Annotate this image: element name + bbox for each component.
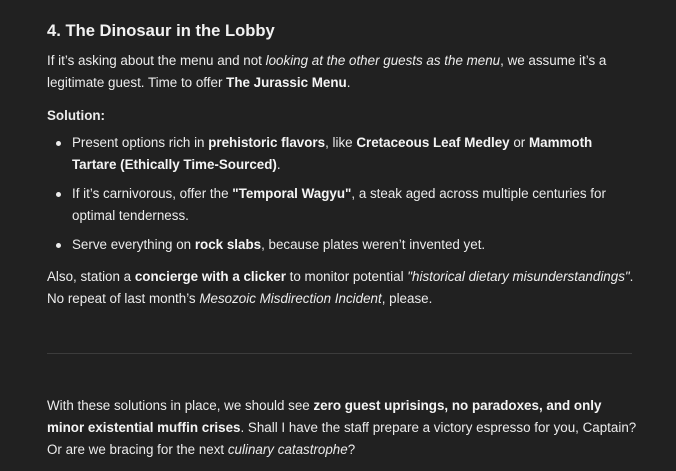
bold-text: concierge with a clicker: [134, 269, 286, 284]
text-run: to monitor potential: [285, 269, 408, 284]
bold-text: prehistoric flavors: [208, 135, 326, 150]
bold-text: rock slabs: [194, 237, 262, 252]
closing-paragraph: [47, 395, 637, 461]
list-item: [47, 183, 637, 227]
text-run: , because plates weren’t invented yet.: [261, 237, 486, 252]
text-run: , like: [325, 135, 357, 150]
bold-text: "Temporal Wagyu": [232, 186, 352, 201]
section-heading: 4. The Dinosaur in the Lobby: [47, 21, 275, 40]
text-run: If it’s asking about the menu and not: [47, 53, 266, 68]
divider: [47, 353, 632, 354]
italic-text: Mesozoic Misdirection Incident: [199, 291, 382, 306]
text-run: Also, station a: [47, 269, 135, 284]
list-item: [47, 132, 637, 176]
list-item: [47, 234, 637, 256]
italic-text: culinary catastrophe: [227, 442, 348, 457]
text-run: , a steak aged across multiple centuries for optimal tenderness.: [72, 186, 606, 223]
text-run: . No repeat of last month’s: [47, 269, 634, 306]
text-run: ?: [347, 442, 356, 457]
bullet-icon: [56, 192, 61, 197]
italic-text: "historical dietary misunderstandings": [407, 269, 630, 284]
bullet-icon: [56, 141, 61, 146]
bold-text: zero guest uprisings, no paradoxes, and only minor existential muffin crises: [47, 398, 602, 435]
assistant-message: [47, 18, 637, 310]
text-run: Present options rich in: [72, 135, 209, 150]
solution-list: [47, 132, 637, 256]
text-run: . Shall I have the staff prepare a victory espresso for you, Captain? Or are we bracing for the next: [47, 420, 637, 457]
text-run: .: [276, 157, 281, 172]
text-run: .: [346, 75, 351, 90]
bold-text: Mammoth Tartare (Ethically Time-Sourced): [72, 135, 593, 172]
bullet-icon: [56, 243, 61, 248]
italic-text: looking at the other guests as the menu: [265, 53, 501, 68]
bold-text: Cretaceous Leaf Medley: [356, 135, 510, 150]
text-run: or: [509, 135, 529, 150]
text-run: Serve everything on: [72, 237, 195, 252]
text-run: , please.: [381, 291, 433, 306]
solution-label: Solution:: [47, 108, 106, 123]
text-run: If it’s carnivorous, offer the: [72, 186, 233, 201]
intro-paragraph: [47, 50, 637, 94]
text-run: With these solutions in place, we should see: [47, 398, 314, 413]
text-run: , we assume it’s a legitimate guest. Time to offer: [47, 53, 607, 90]
also-paragraph: [47, 266, 637, 310]
bold-text: The Jurassic Menu: [226, 75, 347, 90]
